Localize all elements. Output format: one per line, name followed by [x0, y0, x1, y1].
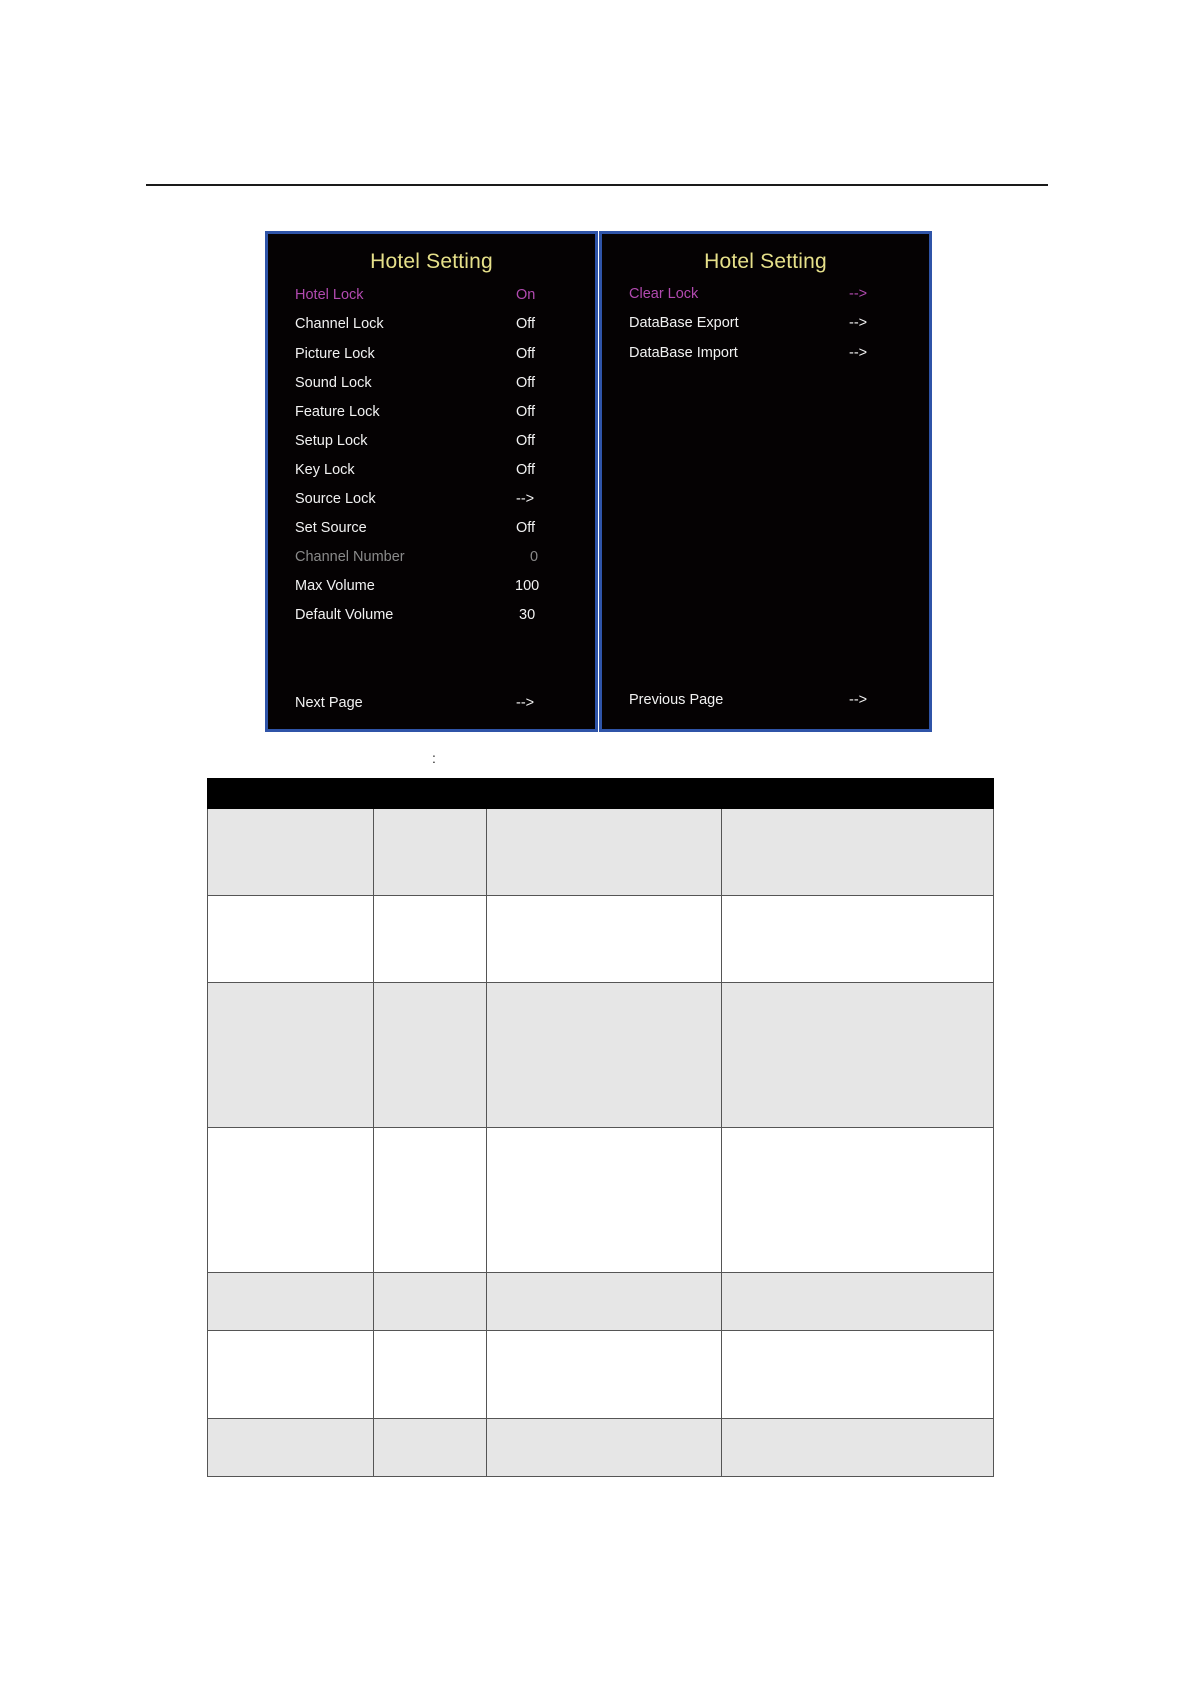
menu-item-value: On: [516, 287, 536, 303]
menu-item-label: Channel Number: [295, 549, 405, 565]
menu-item-label: Set Source: [295, 520, 367, 536]
menu-item-label: Picture Lock: [295, 346, 375, 362]
menu-item-picture-lock[interactable]: [268, 346, 595, 368]
table-header-cell: [208, 779, 374, 809]
table-cell: [487, 1331, 722, 1419]
menu-item-label: DataBase Export: [629, 315, 739, 331]
menu-item-label: Max Volume: [295, 578, 375, 594]
table-row: [208, 809, 994, 896]
table-cell: [208, 809, 374, 896]
table-cell: [487, 1419, 722, 1477]
table-header-cell: [374, 779, 487, 809]
table-cell: [487, 983, 722, 1128]
menu-item-value: -->: [516, 695, 535, 711]
menu-item-value: Off: [516, 404, 536, 420]
menu-item-value: Off: [516, 462, 536, 478]
table-cell: [722, 896, 994, 983]
menu-item-label: Setup Lock: [295, 433, 368, 449]
menu-item-channel-lock[interactable]: [268, 316, 595, 338]
table-cell: [208, 1128, 374, 1273]
menu-item-value: -->: [849, 286, 868, 302]
table-cell: [208, 983, 374, 1128]
menu-title: Hotel Setting: [370, 250, 493, 273]
table-cell: [722, 1419, 994, 1477]
menu-item-channel-number: [268, 549, 595, 571]
table-row: [208, 983, 994, 1128]
menu-item-value: 30: [519, 607, 536, 623]
menu-item-label: Sound Lock: [295, 375, 372, 391]
menu-item-source-lock[interactable]: [268, 491, 595, 513]
table-cell: [487, 809, 722, 896]
menu-item-label: Channel Lock: [295, 316, 384, 332]
menu-item-value: -->: [849, 315, 868, 331]
table-cell: [374, 1331, 487, 1419]
menu-item-label: Previous Page: [629, 692, 724, 708]
figure-caption: :: [432, 750, 436, 766]
menu-item-max-volume[interactable]: [268, 578, 595, 600]
table-cell: [722, 1331, 994, 1419]
table-cell: [487, 896, 722, 983]
table-header-cell: [487, 779, 722, 809]
menu-item-default-volume[interactable]: [268, 607, 595, 629]
table-row: [208, 1128, 994, 1273]
hotel-setting-menu-page-2: [599, 231, 932, 732]
menu-item-value: Off: [516, 520, 536, 536]
table-cell: [208, 1273, 374, 1331]
menu-item-label: Hotel Lock: [295, 287, 364, 303]
table-row: [208, 1273, 994, 1331]
table-cell: [374, 1419, 487, 1477]
table-cell: [374, 896, 487, 983]
menu-item-value: Off: [516, 346, 536, 362]
table-header-cell: [722, 779, 994, 809]
menu-item-clear-lock[interactable]: [602, 286, 929, 308]
table-cell: [487, 1273, 722, 1331]
menu-item-label: Feature Lock: [295, 404, 380, 420]
table-cell: [374, 1128, 487, 1273]
menu-item-label: Next Page: [295, 695, 363, 711]
menu-item-label: Clear Lock: [629, 286, 699, 302]
table-row: [208, 1331, 994, 1419]
table-row: [208, 1419, 994, 1477]
settings-table: [207, 778, 994, 1477]
menu-item-value: Off: [516, 316, 536, 332]
menu-item-next-page[interactable]: [268, 695, 595, 717]
table-cell: [374, 1273, 487, 1331]
menu-item-previous-page[interactable]: [602, 692, 929, 714]
menu-item-value: -->: [849, 692, 868, 708]
menu-item-database-import[interactable]: [602, 345, 929, 367]
header-rule: [146, 184, 1048, 186]
table-cell: [208, 896, 374, 983]
menu-item-hotel-lock[interactable]: [268, 287, 595, 309]
table-cell: [208, 1419, 374, 1477]
menu-title: Hotel Setting: [704, 250, 827, 273]
menu-item-setup-lock[interactable]: [268, 433, 595, 455]
menu-item-label: Default Volume: [295, 607, 394, 623]
menu-item-label: Key Lock: [295, 462, 355, 478]
table-cell: [722, 809, 994, 896]
table-row: [208, 896, 994, 983]
menu-item-value: -->: [516, 491, 535, 507]
table-cell: [208, 1331, 374, 1419]
menu-item-label: DataBase Import: [629, 345, 738, 361]
table-cell: [487, 1128, 722, 1273]
menu-item-set-source[interactable]: [268, 520, 595, 542]
menu-item-feature-lock[interactable]: [268, 404, 595, 426]
menu-item-key-lock[interactable]: [268, 462, 595, 484]
table-cell: [722, 1273, 994, 1331]
menu-item-label: Source Lock: [295, 491, 376, 507]
menu-item-value: Off: [516, 433, 536, 449]
menu-item-value: -->: [849, 345, 868, 361]
menu-item-sound-lock[interactable]: [268, 375, 595, 397]
table-header-row: [208, 779, 994, 809]
table-cell: [374, 983, 487, 1128]
table-cell: [722, 983, 994, 1128]
table-cell: [722, 1128, 994, 1273]
table-cell: [374, 809, 487, 896]
menu-item-value: 0: [530, 549, 539, 565]
menu-item-value: Off: [516, 375, 536, 391]
menu-item-database-export[interactable]: [602, 315, 929, 337]
hotel-setting-menu-page-1: [265, 231, 598, 732]
menu-item-value: 100: [515, 578, 540, 594]
